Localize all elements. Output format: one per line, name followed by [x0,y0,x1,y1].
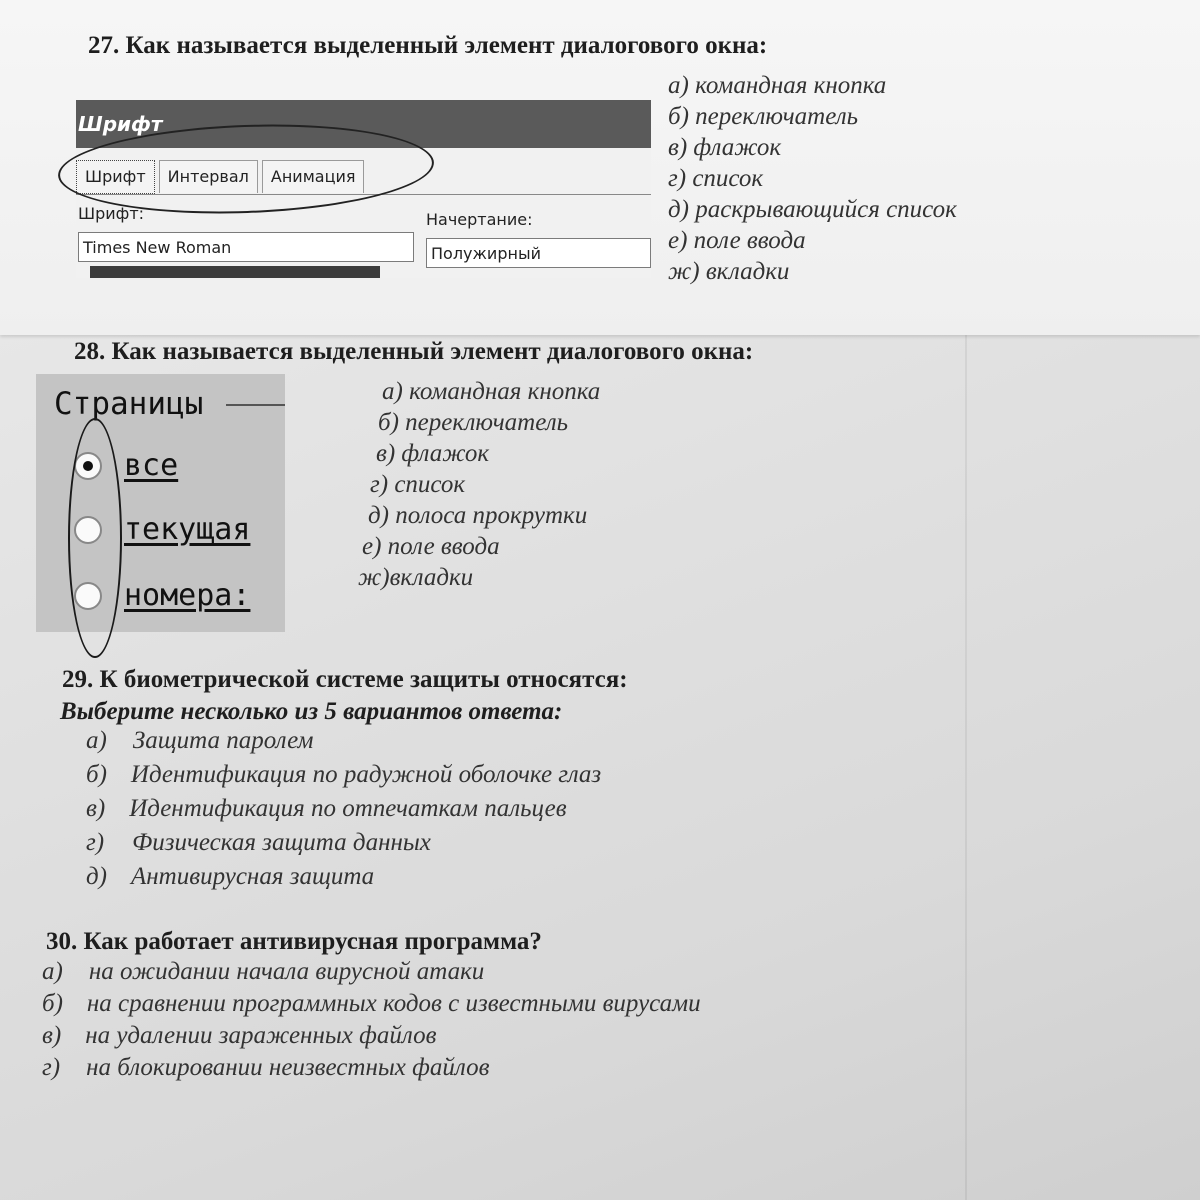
q29-option [86,860,601,894]
q30-options [42,956,701,1084]
option-text: на ожидании начала вирусной атаки [88,958,485,985]
radios-highlight-oval [68,418,122,658]
tab-font[interactable]: Шрифт [76,160,155,194]
q27-option: д) раскрывающийся список [668,196,957,223]
q28-option: г) список [370,471,466,498]
q30-option [42,956,701,988]
tab-spacing[interactable]: Интервал [159,160,258,193]
q27-option: б) переключатель [668,103,858,130]
font-list-selection [90,266,380,278]
q28-option: д) полоса прокрутки [368,502,588,529]
font-input[interactable]: Times New Roman [78,232,414,262]
q27-title: 27. Как называется выделенный элемент диалогового окна: [88,32,768,59]
group-line [226,404,285,406]
radio-label-current: текущая [124,512,251,547]
option-text: на блокировании неизвестных файлов [86,1054,490,1081]
q27-option: е) поле ввода [668,227,806,254]
q27-options [668,70,957,287]
option-letter: б) [86,761,107,788]
option-text: Идентификация по радужной оболочке глаз [130,761,602,788]
option-letter: д) [86,863,107,890]
option-text: на удалении зараженных файлов [85,1022,437,1049]
q29-option [86,724,601,758]
option-letter: г) [42,1054,61,1081]
group-label: Страницы [54,386,204,422]
option-text: Физическая защита данных [132,829,431,856]
q28-option: в) флажок [376,440,490,467]
q29-subtitle: Выберите несколько из 5 вариантов ответа: [60,698,563,725]
q27-option: г) список [668,165,764,192]
font-label: Шрифт: [78,204,145,223]
q30-option [42,988,701,1020]
dialog-title: Шрифт [76,100,651,148]
q29-option [86,826,601,860]
q28-option: е) поле ввода [362,533,500,560]
q28-option: а) командная кнопка [382,378,601,405]
q30-title: 30. Как работает антивирусная программа? [46,928,542,955]
q28-title: 28. Как называется выделенный элемент диалогового окна: [74,338,754,365]
q27-option: ж) вкладки [668,258,790,285]
style-label: Начертание: [426,210,533,229]
q29-title: 29. К биометрической системе защиты относятся: [62,666,628,693]
option-text: Антивирусная защита [130,863,375,890]
radio-label-numbers: номера: [124,578,251,613]
q29-option [86,758,601,792]
q28-option: б) переключатель [378,409,568,436]
style-input[interactable]: Полужирный [426,238,651,268]
q27-option: а) командная кнопка [668,72,887,99]
q30-option [42,1052,701,1084]
option-letter: б) [42,990,63,1017]
q27-option: в) флажок [668,134,782,161]
option-letter: в) [42,1022,62,1049]
option-text: на сравнении программных кодов с известными вирусами [86,990,701,1017]
option-letter: а) [86,727,107,754]
paper-fold [965,335,967,1200]
q30-option [42,1020,701,1052]
option-letter: а) [42,958,63,985]
option-text: Защита паролем [132,727,314,754]
option-letter: г) [86,829,105,856]
q29-options [86,724,601,894]
option-text: Идентификация по отпечаткам пальцев [129,795,567,822]
tab-animation[interactable]: Анимация [262,160,365,193]
option-letter: в) [86,795,106,822]
radio-label-all: все [124,448,179,483]
q28-option: ж)вкладки [358,564,474,591]
q29-option [86,792,601,826]
q28-options [358,376,600,593]
